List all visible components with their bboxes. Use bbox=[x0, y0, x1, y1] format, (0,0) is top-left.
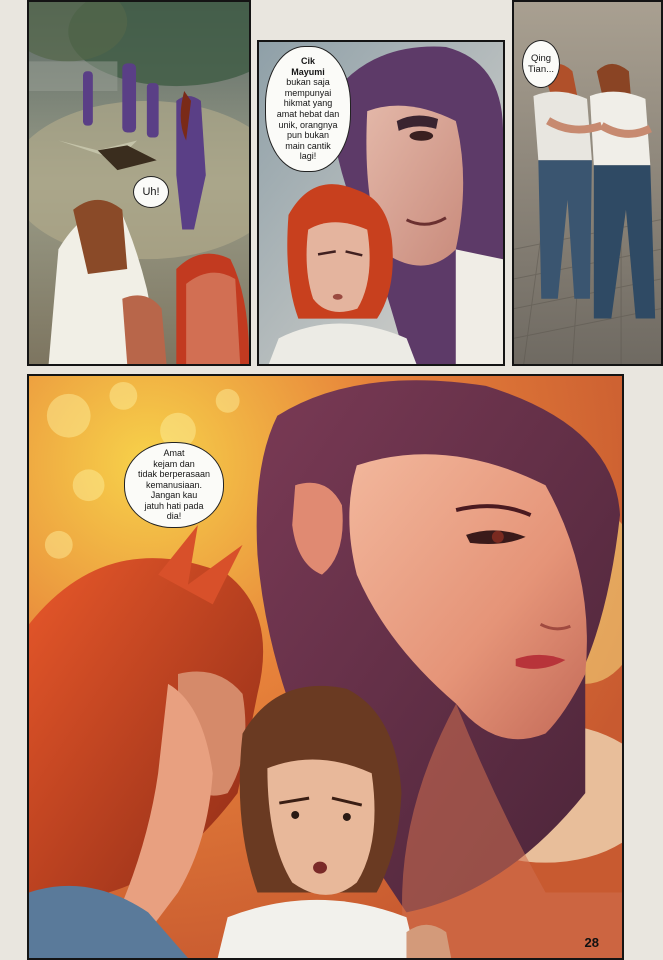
bubble-line: Qing bbox=[530, 53, 552, 64]
panel-4-art bbox=[29, 376, 622, 958]
bubble-line: unik, orangnya bbox=[278, 119, 338, 130]
bubble-line: lagi! bbox=[299, 151, 317, 162]
speech-bubble bbox=[124, 442, 224, 528]
bubble-name: Mayumi bbox=[291, 66, 325, 77]
speech-bubble bbox=[133, 176, 169, 208]
bubble-line: tidak berperasaan bbox=[137, 469, 211, 480]
bubble-line: amat hebat dan bbox=[276, 109, 340, 119]
bubble-line: dia! bbox=[166, 511, 182, 522]
bubble-line: Jangan kau bbox=[150, 490, 198, 501]
bubble-line: Uh! bbox=[142, 185, 160, 198]
panel-2 bbox=[257, 40, 505, 366]
bubble-line: main cantik bbox=[285, 140, 331, 151]
bubble-line: hikmat yang bbox=[283, 98, 333, 109]
panel-1 bbox=[27, 0, 251, 366]
speech-bubble bbox=[265, 46, 351, 172]
page-number: 28 bbox=[584, 935, 599, 950]
speech-bubble bbox=[522, 40, 560, 88]
bubble-line: mempunyai bbox=[284, 87, 332, 98]
bubble-line: bukan saja bbox=[286, 77, 330, 88]
bubble-name: Cik bbox=[300, 56, 315, 67]
bubble-line: kemanusiaan. bbox=[145, 479, 203, 490]
bubble-line: jatuh hati pada bbox=[144, 500, 204, 511]
bubble-line: Amat bbox=[163, 447, 185, 458]
bubble-line: pun bukan bbox=[286, 130, 330, 141]
bubble-line: Tian... bbox=[527, 64, 555, 75]
bubble-line: kejam dan bbox=[153, 458, 195, 469]
panel-3 bbox=[512, 0, 663, 366]
panel-4 bbox=[27, 374, 624, 960]
